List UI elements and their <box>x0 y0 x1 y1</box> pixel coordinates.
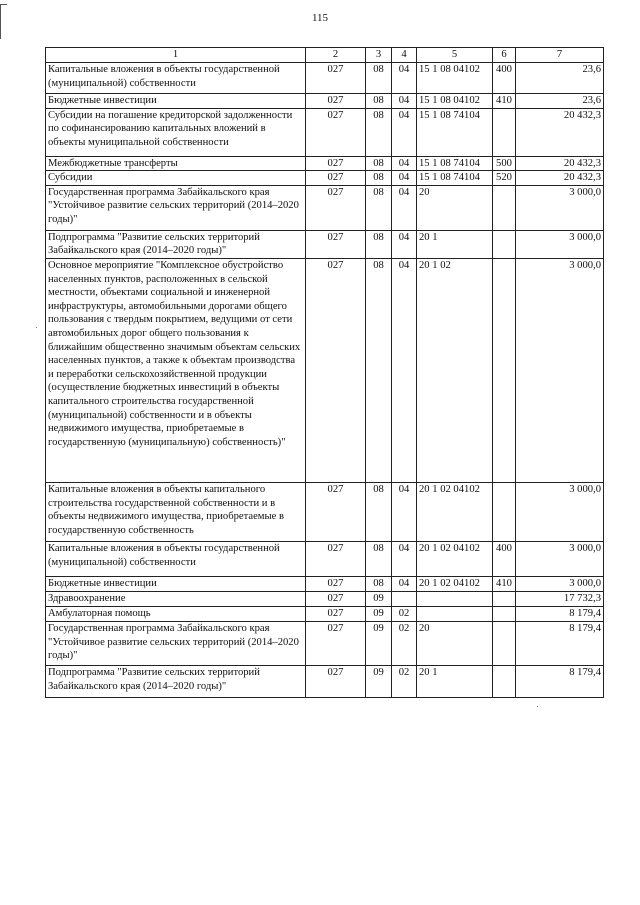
subsection-code: 04 <box>392 541 417 576</box>
table-row <box>46 108 604 156</box>
item-name: Бюджетные инвестиции <box>46 94 306 109</box>
section-code: 08 <box>366 576 392 591</box>
item-name: Субсидии <box>46 171 306 186</box>
section-code: 08 <box>366 185 392 230</box>
amount: 3 000,0 <box>516 258 604 482</box>
admin-code: 027 <box>306 576 366 591</box>
amount: 3 000,0 <box>516 230 604 258</box>
table-row <box>46 606 604 621</box>
admin-code: 027 <box>306 258 366 482</box>
subsection-code: 04 <box>392 94 417 109</box>
item-name: Капитальные вложения в объекты капитального строительства государственной собственности и в объекты недвижимого имущества, приобретаемые в государственную собственность <box>46 482 306 541</box>
target-article-code: 15 1 08 74104 <box>417 108 493 156</box>
table-row <box>46 621 604 665</box>
admin-code: 027 <box>306 171 366 186</box>
amount: 20 432,3 <box>516 156 604 171</box>
table-row <box>46 576 604 591</box>
admin-code: 027 <box>306 108 366 156</box>
table-row <box>46 185 604 230</box>
amount: 3 000,0 <box>516 576 604 591</box>
subsection-code: 04 <box>392 185 417 230</box>
section-code: 08 <box>366 108 392 156</box>
subsection-code: 04 <box>392 171 417 186</box>
amount: 3 000,0 <box>516 541 604 576</box>
target-article-code: 20 1 <box>417 665 493 697</box>
scan-speck <box>537 706 538 707</box>
item-name: Здравоохранение <box>46 591 306 606</box>
admin-code: 027 <box>306 591 366 606</box>
expense-type-code: 520 <box>493 171 516 186</box>
item-name: Капитальные вложения в объекты государственной (муниципальной) собственности <box>46 541 306 576</box>
expense-type-code <box>493 665 516 697</box>
subsection-code: 02 <box>392 665 417 697</box>
table-row <box>46 156 604 171</box>
expense-type-code <box>493 230 516 258</box>
subsection-code: 04 <box>392 63 417 94</box>
table-row <box>46 258 604 482</box>
header-col-2: 2 <box>306 48 366 63</box>
header-col-3: 3 <box>366 48 392 63</box>
admin-code: 027 <box>306 482 366 541</box>
table-row <box>46 171 604 186</box>
header-col-5: 5 <box>417 48 493 63</box>
admin-code: 027 <box>306 63 366 94</box>
target-article-code: 20 <box>417 621 493 665</box>
subsection-code: 04 <box>392 108 417 156</box>
expense-type-code: 410 <box>493 576 516 591</box>
expense-type-code <box>493 482 516 541</box>
table-row <box>46 63 604 94</box>
expense-type-code: 400 <box>493 541 516 576</box>
section-code: 09 <box>366 606 392 621</box>
target-article-code: 20 1 02 04102 <box>417 541 493 576</box>
subsection-code: 04 <box>392 230 417 258</box>
admin-code: 027 <box>306 230 366 258</box>
header-col-1: 1 <box>46 48 306 63</box>
amount: 20 432,3 <box>516 108 604 156</box>
target-article-code: 15 1 08 74104 <box>417 156 493 171</box>
admin-code: 027 <box>306 606 366 621</box>
table-row <box>46 230 604 258</box>
header-col-4: 4 <box>392 48 417 63</box>
target-article-code: 20 1 <box>417 230 493 258</box>
item-name: Субсидии на погашение кредиторской задолженности по софинансированию капитальных вложений в объекты муниципальной собственности <box>46 108 306 156</box>
amount: 3 000,0 <box>516 482 604 541</box>
section-code: 09 <box>366 591 392 606</box>
expense-type-code <box>493 258 516 482</box>
item-name: Амбулаторная помощь <box>46 606 306 621</box>
expense-type-code <box>493 591 516 606</box>
section-code: 08 <box>366 258 392 482</box>
section-code: 08 <box>366 94 392 109</box>
expense-type-code <box>493 185 516 230</box>
expense-type-code: 400 <box>493 63 516 94</box>
admin-code: 027 <box>306 156 366 171</box>
scan-speck <box>36 327 37 328</box>
table-row <box>46 541 604 576</box>
budget-table <box>45 47 604 698</box>
section-code: 08 <box>366 482 392 541</box>
admin-code: 027 <box>306 185 366 230</box>
amount: 23,6 <box>516 63 604 94</box>
subsection-code: 02 <box>392 606 417 621</box>
header-col-7: 7 <box>516 48 604 63</box>
header-col-6: 6 <box>493 48 516 63</box>
admin-code: 027 <box>306 94 366 109</box>
target-article-code: 20 1 02 04102 <box>417 482 493 541</box>
target-article-code: 20 1 02 04102 <box>417 576 493 591</box>
item-name: Государственная программа Забайкальского края "Устойчивое развитие сельских территорий (2014–2020 годы)" <box>46 185 306 230</box>
expense-type-code: 410 <box>493 94 516 109</box>
item-name: Основное мероприятие "Комплексное обустройство населенных пунктов, расположенных в сельской местности, объектами социальной и инженерной инфраструктуры, автомобильными дорогами общего пользования с твердым покрытием, ведущими от сети автомобильных дорог общего пользования к ближайшим общественно значимым объектам сельских населенных пунктов, а также к объектам производства и переработки сельскохозяйственной продукции (осуществление бюджетных инвестиций в объекты капитального строительства государственной (муниципальной) собственности и в объекты недвижимого имущества, приобретаемые в государственную (муниципальную) собственность)" <box>46 258 306 482</box>
target-article-code: 15 1 08 04102 <box>417 63 493 94</box>
amount: 23,6 <box>516 94 604 109</box>
target-article-code <box>417 606 493 621</box>
admin-code: 027 <box>306 541 366 576</box>
table-row <box>46 482 604 541</box>
item-name: Капитальные вложения в объекты государственной (муниципальной) собственности <box>46 63 306 94</box>
target-article-code: 15 1 08 74104 <box>417 171 493 186</box>
section-code: 08 <box>366 63 392 94</box>
table-row <box>46 665 604 697</box>
section-code: 08 <box>366 171 392 186</box>
amount: 3 000,0 <box>516 185 604 230</box>
target-article-code: 20 1 02 <box>417 258 493 482</box>
subsection-code <box>392 591 417 606</box>
section-code: 08 <box>366 230 392 258</box>
expense-type-code <box>493 606 516 621</box>
header-row <box>46 48 604 63</box>
section-code: 09 <box>366 621 392 665</box>
expense-type-code <box>493 108 516 156</box>
item-name: Подпрограмма "Развитие сельских территорий Забайкальского края (2014–2020 годы)" <box>46 665 306 697</box>
subsection-code: 04 <box>392 576 417 591</box>
admin-code: 027 <box>306 665 366 697</box>
table-row <box>46 94 604 109</box>
admin-code: 027 <box>306 621 366 665</box>
amount: 17 732,3 <box>516 591 604 606</box>
expense-type-code <box>493 621 516 665</box>
amount: 8 179,4 <box>516 606 604 621</box>
subsection-code: 02 <box>392 621 417 665</box>
target-article-code: 15 1 08 04102 <box>417 94 493 109</box>
item-name: Межбюджетные трансферты <box>46 156 306 171</box>
target-article-code <box>417 591 493 606</box>
item-name: Государственная программа Забайкальского края "Устойчивое развитие сельских территорий (2014–2020 годы)" <box>46 621 306 665</box>
expense-type-code: 500 <box>493 156 516 171</box>
page-number: 115 <box>311 12 329 24</box>
amount: 20 432,3 <box>516 171 604 186</box>
item-name: Бюджетные инвестиции <box>46 576 306 591</box>
subsection-code: 04 <box>392 258 417 482</box>
section-code: 08 <box>366 541 392 576</box>
amount: 8 179,4 <box>516 665 604 697</box>
table-row <box>46 591 604 606</box>
target-article-code: 20 <box>417 185 493 230</box>
amount: 8 179,4 <box>516 621 604 665</box>
subsection-code: 04 <box>392 482 417 541</box>
subsection-code: 04 <box>392 156 417 171</box>
item-name: Подпрограмма "Развитие сельских территорий Забайкальского края (2014–2020 годы)" <box>46 230 306 258</box>
section-code: 08 <box>366 156 392 171</box>
section-code: 09 <box>366 665 392 697</box>
